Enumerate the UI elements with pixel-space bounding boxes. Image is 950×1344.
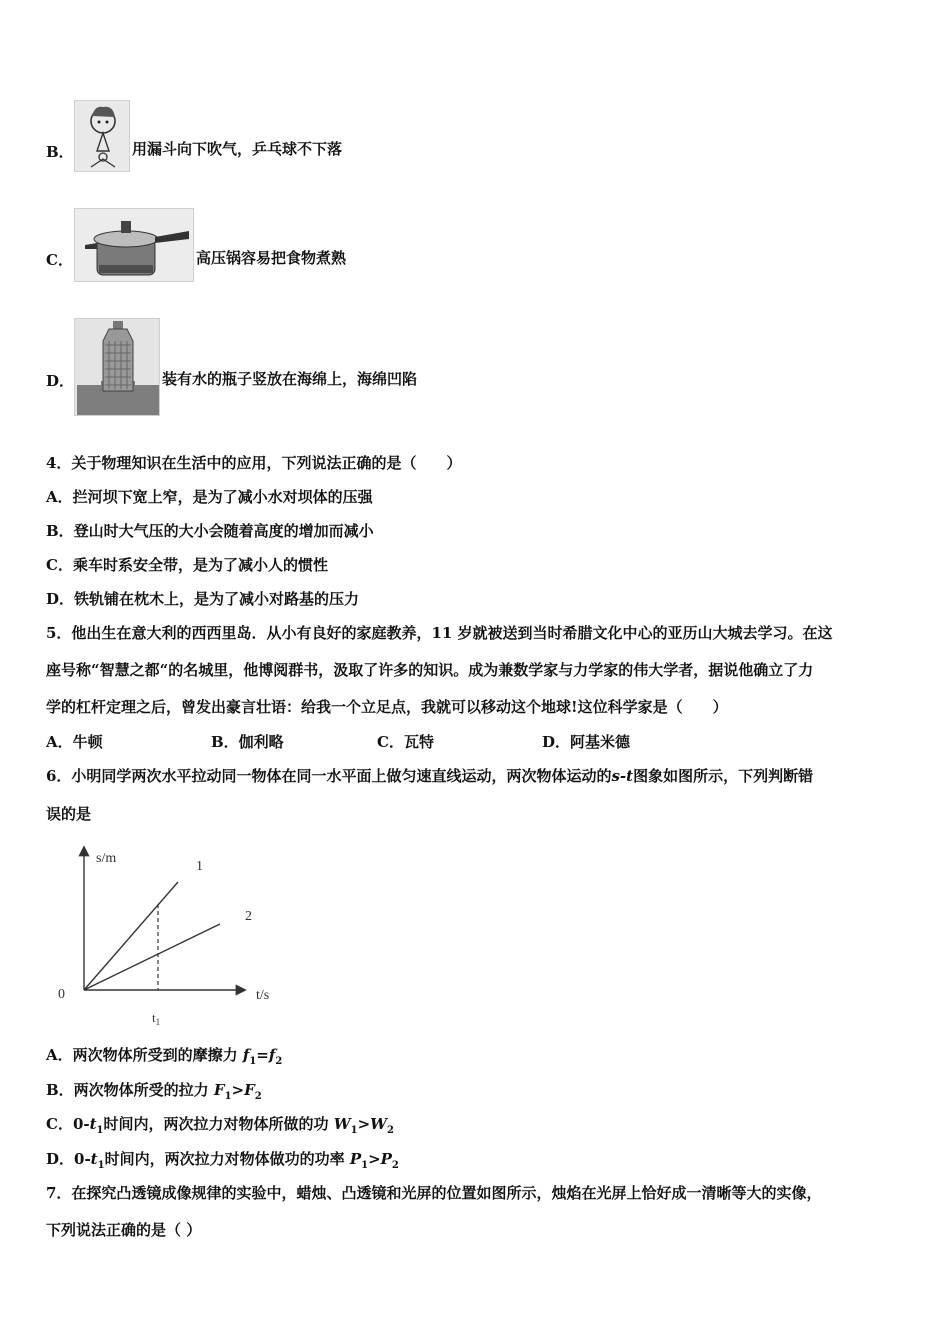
q4-stem: 4．关于物理知识在生活中的应用，下列说法正确的是（ ） bbox=[46, 454, 462, 472]
series-line-2 bbox=[84, 924, 220, 990]
opt-sub: 1 bbox=[249, 1056, 257, 1067]
opt-mid: 时间内，两次拉力对物体做功的功率 bbox=[104, 1150, 350, 1168]
opt-var: t bbox=[89, 1115, 97, 1133]
opt-var: f bbox=[242, 1046, 250, 1064]
q6-option-d bbox=[46, 1149, 399, 1169]
opt-var: F bbox=[213, 1081, 225, 1099]
option-text: 装有水的瓶子竖放在海绵上，海绵凹陷 bbox=[162, 370, 418, 388]
t1-tick-t: t bbox=[152, 1010, 156, 1025]
opt-mid: 时间内，两次拉力对物体所做的功 bbox=[103, 1115, 334, 1133]
origin-label: 0 bbox=[58, 987, 65, 1002]
opt-sub: 2 bbox=[387, 1125, 394, 1136]
q5-line-3: 学的杠杆定理之后，曾发出豪言壮语：给我一个立足点，我就可以移动这个地球!这位科学家是（ ） bbox=[46, 698, 728, 716]
q5-line-2: 座号称“智慧之都“的名城里，他博阅群书，汲取了许多的知识。成为兼数学家与力学家的伟大学者，据说他确立了力 bbox=[46, 661, 814, 679]
opt-var: t bbox=[90, 1150, 98, 1168]
opt-sub: 2 bbox=[275, 1056, 283, 1067]
q5-option-b: B．伽利略 bbox=[211, 733, 284, 751]
opt-var: W bbox=[333, 1115, 351, 1133]
x-axis-label: t/s bbox=[256, 988, 270, 1003]
opt-sub: 1 bbox=[97, 1160, 105, 1171]
opt-sub: 1 bbox=[361, 1160, 369, 1171]
s-t-graph bbox=[48, 842, 288, 1032]
opt-pre: A．两次物体所受到的摩擦力 bbox=[46, 1046, 243, 1064]
q6-stem-line-2: 误的是 bbox=[46, 805, 92, 823]
q4-option-a: A．拦河坝下宽上窄，是为了减小水对坝体的压强 bbox=[46, 488, 373, 506]
option-label: D． bbox=[46, 372, 75, 390]
q6-option-a bbox=[46, 1045, 282, 1065]
q6-option-b bbox=[46, 1080, 262, 1100]
opt-var: P bbox=[349, 1150, 362, 1168]
opt-pre: B．两次物体所受的拉力 bbox=[46, 1081, 214, 1099]
q7-line-2: 下列说法正确的是（ ） bbox=[46, 1221, 202, 1239]
opt-post: > bbox=[368, 1150, 381, 1168]
t1-tick-sub: 1 bbox=[155, 1017, 161, 1027]
opt-var: f bbox=[268, 1046, 276, 1064]
q6-stem-post: 图象如图所示，下列判断错 bbox=[633, 767, 814, 785]
q5-line-1: 5．他出生在意大利的西西里岛．从小有良好的家庭教养，11 岁就被送到当时希腊文化中心的亚历山大城去学习。在这 bbox=[46, 624, 833, 642]
q6-stem-line-1 bbox=[46, 766, 813, 786]
y-axis-label: s/m bbox=[96, 851, 117, 866]
q5-option-d: D．阿基米德 bbox=[542, 733, 631, 751]
q6-option-c bbox=[46, 1114, 394, 1134]
opt-pre: D．0- bbox=[46, 1150, 91, 1168]
opt-mid: > bbox=[231, 1081, 245, 1099]
bottle-on-sponge-image bbox=[74, 318, 160, 416]
opt-post: > bbox=[357, 1115, 371, 1133]
option-label: C． bbox=[46, 251, 73, 269]
option-text: 用漏斗向下吹气，乒乓球不下落 bbox=[132, 140, 343, 158]
opt-sub: 1 bbox=[224, 1091, 232, 1102]
opt-var: W bbox=[370, 1115, 388, 1133]
opt-sub: 1 bbox=[96, 1125, 104, 1136]
series-label-2: 2 bbox=[245, 909, 252, 924]
q4-option-c: C．乘车时系安全带，是为了减小人的惯性 bbox=[46, 556, 328, 574]
opt-var: F bbox=[244, 1081, 255, 1099]
opt-pre: C．0- bbox=[46, 1115, 90, 1133]
opt-mid: = bbox=[256, 1046, 269, 1064]
opt-var: P bbox=[380, 1150, 392, 1168]
pressure-cooker-image bbox=[74, 208, 194, 282]
q6-stem-pre: 6．小明同学两次水平拉动同一物体在同一水平面上做匀速直线运动，两次物体运动的 bbox=[46, 767, 612, 785]
q5-option-c: C．瓦特 bbox=[377, 733, 434, 751]
series-label-1: 1 bbox=[196, 859, 203, 874]
q4-option-d: D．铁轨铺在枕木上，是为了减小对路基的压力 bbox=[46, 590, 360, 608]
q4-option-b: B．登山时大气压的大小会随着高度的增加而减小 bbox=[46, 522, 374, 540]
option-text: 高压锅容易把食物煮熟 bbox=[196, 249, 347, 267]
series-line-1 bbox=[84, 882, 178, 990]
opt-sub: 1 bbox=[350, 1125, 358, 1136]
q6-stem-var: s-t bbox=[611, 767, 634, 785]
option-label: B． bbox=[46, 143, 74, 161]
opt-sub: 2 bbox=[391, 1160, 399, 1171]
t1-tick-label bbox=[152, 1010, 160, 1027]
q5-option-a: A．牛顿 bbox=[46, 733, 103, 751]
funnel-blowing-image bbox=[74, 100, 130, 172]
q7-line-1: 7．在探究凸透镜成像规律的实验中，蜡烛、凸透镜和光屏的位置如图所示，烛焰在光屏上恰好成一清晰等大的实像， bbox=[46, 1184, 822, 1202]
opt-sub: 2 bbox=[254, 1091, 262, 1102]
